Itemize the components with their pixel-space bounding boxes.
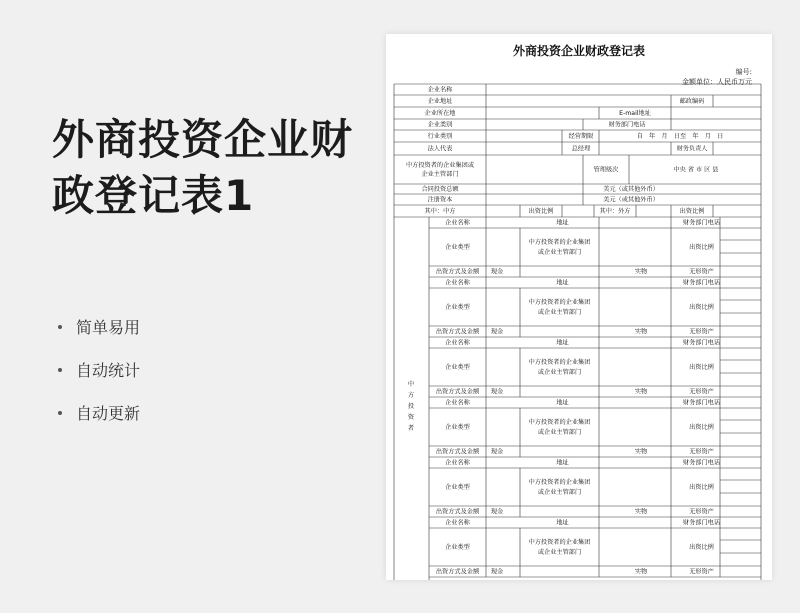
label-investor-group-1: 中方投资者的企业集团 <box>528 479 591 486</box>
label-investor-address: 地址 <box>556 399 569 407</box>
label-ratio-1: 出资比例 <box>528 208 554 215</box>
label-investor-group-2: 或企业主管部门 <box>537 309 582 316</box>
label-investor-cash: 现金 <box>490 268 504 276</box>
label-investor-intangible: 无形资产 <box>689 448 714 456</box>
feature-list <box>58 306 140 435</box>
label-investor-phone: 财务部门电话 <box>682 399 721 407</box>
page-title-line-2: 政登记表1 <box>52 171 255 220</box>
label-investor-group-1: 中方投资者的企业集团 <box>528 359 591 366</box>
value-mgmt-level: 中央 省 市 区 县 <box>673 166 719 174</box>
label-investor-name: 企业名称 <box>445 339 470 347</box>
label-investor-address: 地址 <box>556 279 569 287</box>
label-investor-ratio: 出资比例 <box>689 544 714 551</box>
page-title <box>52 112 353 224</box>
label-investor-name: 企业名称 <box>445 459 470 467</box>
value-period: 自 年 月 日至 年 月 日 <box>636 133 724 140</box>
label-investor-group-2: 或企业主管部门 <box>537 369 582 376</box>
label-investor-address: 地址 <box>556 459 569 467</box>
label-investor-name: 企业名称 <box>445 519 470 527</box>
label-investor-method: 出资方式及金额 <box>435 268 480 276</box>
label-investor-type: 企业类型 <box>445 364 470 371</box>
label-investor-type: 企业类型 <box>445 544 470 551</box>
label-mgmt-level: 管理级次 <box>593 166 619 174</box>
form-number-label: 编号: <box>735 68 752 76</box>
label-investor-ratio: 出资比例 <box>689 364 714 371</box>
label-cn-investor-char: 方 <box>407 392 415 399</box>
label-cn-investor-char: 中 <box>407 381 415 388</box>
label-ratio-2: 出资比例 <box>679 208 705 215</box>
label-investor-goods: 实物 <box>634 328 648 336</box>
label-investor-group-1: 中方投资者的企业集团 <box>528 299 591 306</box>
label-investor-type: 企业类型 <box>445 484 470 491</box>
label-usd-1: 美元（或其他外币） <box>603 186 659 193</box>
label-investor-group-2: 或企业主管部门 <box>537 429 582 436</box>
label-company-address: 企业地址 <box>427 98 453 105</box>
label-investor-ratio: 出资比例 <box>689 424 714 431</box>
label-investor-group-2: 或企业主管部门 <box>537 489 582 496</box>
label-cn-investor-char: 投 <box>407 403 415 410</box>
label-investor-intangible: 无形资产 <box>689 508 714 516</box>
label-investor-intangible: 无形资产 <box>689 388 714 396</box>
label-investor-ratio: 出资比例 <box>689 484 714 491</box>
label-investor-ratio: 出资比例 <box>689 244 714 251</box>
label-investor-phone: 财务部门电话 <box>682 459 721 467</box>
label-investor-intangible: 无形资产 <box>689 568 714 576</box>
form-preview <box>386 34 772 580</box>
label-investor-type: 企业类型 <box>445 244 470 251</box>
label-registered: 注册资本 <box>427 196 453 204</box>
label-investor-phone: 财务部门电话 <box>682 339 721 347</box>
label-usd-2: 美元（或其他外币） <box>603 196 659 204</box>
label-investor-type: 企业类型 <box>445 424 470 431</box>
label-investor-address: 地址 <box>556 339 569 347</box>
label-investor-method: 出资方式及金额 <box>435 448 480 456</box>
label-investor-method: 出资方式及金额 <box>435 508 480 516</box>
label-investor-cash: 现金 <box>490 508 504 516</box>
label-investor-group-2: 或企业主管部门 <box>537 249 582 256</box>
label-investor-phone: 财务部门电话 <box>682 219 721 227</box>
label-email: E-mail地址 <box>619 110 651 117</box>
label-location: 企业所在地 <box>424 110 456 117</box>
feature-item: 自动统计 <box>58 349 140 392</box>
label-investor-address: 地址 <box>556 219 569 227</box>
label-investor-goods: 实物 <box>634 568 648 576</box>
label-investor-name: 企业名称 <box>445 219 470 227</box>
label-investor-method: 出资方式及金额 <box>435 388 480 396</box>
label-investor-cash: 现金 <box>490 568 504 576</box>
label-finance-phone: 财务部门电话 <box>608 121 646 129</box>
label-investor-group-1: 中方投资者的企业集团 <box>528 539 591 546</box>
form-unit-label: 金额单位：人民币万元 <box>682 78 752 86</box>
label-investor-group-2: 或企业主管部门 <box>537 549 582 556</box>
label-investor-cash: 现金 <box>490 448 504 456</box>
label-investor-goods: 实物 <box>634 388 648 396</box>
label-investor-phone: 财务部门电话 <box>682 519 721 527</box>
label-investor-goods: 实物 <box>634 448 648 456</box>
label-finance-head: 财务负责人 <box>676 145 708 153</box>
label-investor-goods: 实物 <box>634 508 648 516</box>
label-manager: 总经理 <box>571 145 591 153</box>
label-investor-group-1: 中方投资者的企业集团 <box>528 239 591 246</box>
label-foreign-part: 其中：外方 <box>599 208 631 215</box>
label-cn-investor-char: 资 <box>407 414 415 421</box>
page-title-line-1: 外商投资企业财 <box>52 115 354 164</box>
label-investor-intangible: 无形资产 <box>689 268 714 276</box>
label-investor-name: 企业名称 <box>445 399 470 407</box>
feature-item: 自动更新 <box>58 392 140 435</box>
label-investor-address: 地址 <box>556 519 569 527</box>
label-investor-cash: 现金 <box>490 328 504 336</box>
label-investor-intangible: 无形资产 <box>689 328 714 336</box>
registration-form-table <box>386 34 772 580</box>
label-investor-method: 出资方式及金额 <box>435 328 480 336</box>
label-investor-type: 企业类型 <box>445 304 470 311</box>
label-cn-group: 中方投资者的企业集团或企业主管部门 <box>405 162 475 178</box>
label-contract-total: 合同投资总额 <box>421 186 459 193</box>
label-cn-investor-char: 者 <box>407 425 415 432</box>
form-title: 外商投资企业财政登记表 <box>512 44 645 58</box>
label-investor-name: 企业名称 <box>445 279 470 287</box>
label-type: 企业类别 <box>427 121 453 129</box>
feature-item: 简单易用 <box>58 306 140 349</box>
label-investor-ratio: 出资比例 <box>689 304 714 311</box>
label-period: 经营期限 <box>568 133 594 140</box>
label-company-name: 企业名称 <box>427 86 453 94</box>
label-postcode: 邮政编码 <box>679 98 705 105</box>
label-legal-rep: 法人代表 <box>427 145 453 153</box>
label-investor-goods: 实物 <box>634 268 648 276</box>
label-investor-phone: 财务部门电话 <box>682 279 721 287</box>
label-investor-group-1: 中方投资者的企业集团 <box>528 419 591 426</box>
label-cn-part: 其中：中方 <box>424 208 456 215</box>
label-investor-method: 出资方式及金额 <box>435 568 480 576</box>
label-industry: 行业类别 <box>427 133 453 140</box>
label-investor-cash: 现金 <box>490 388 504 396</box>
